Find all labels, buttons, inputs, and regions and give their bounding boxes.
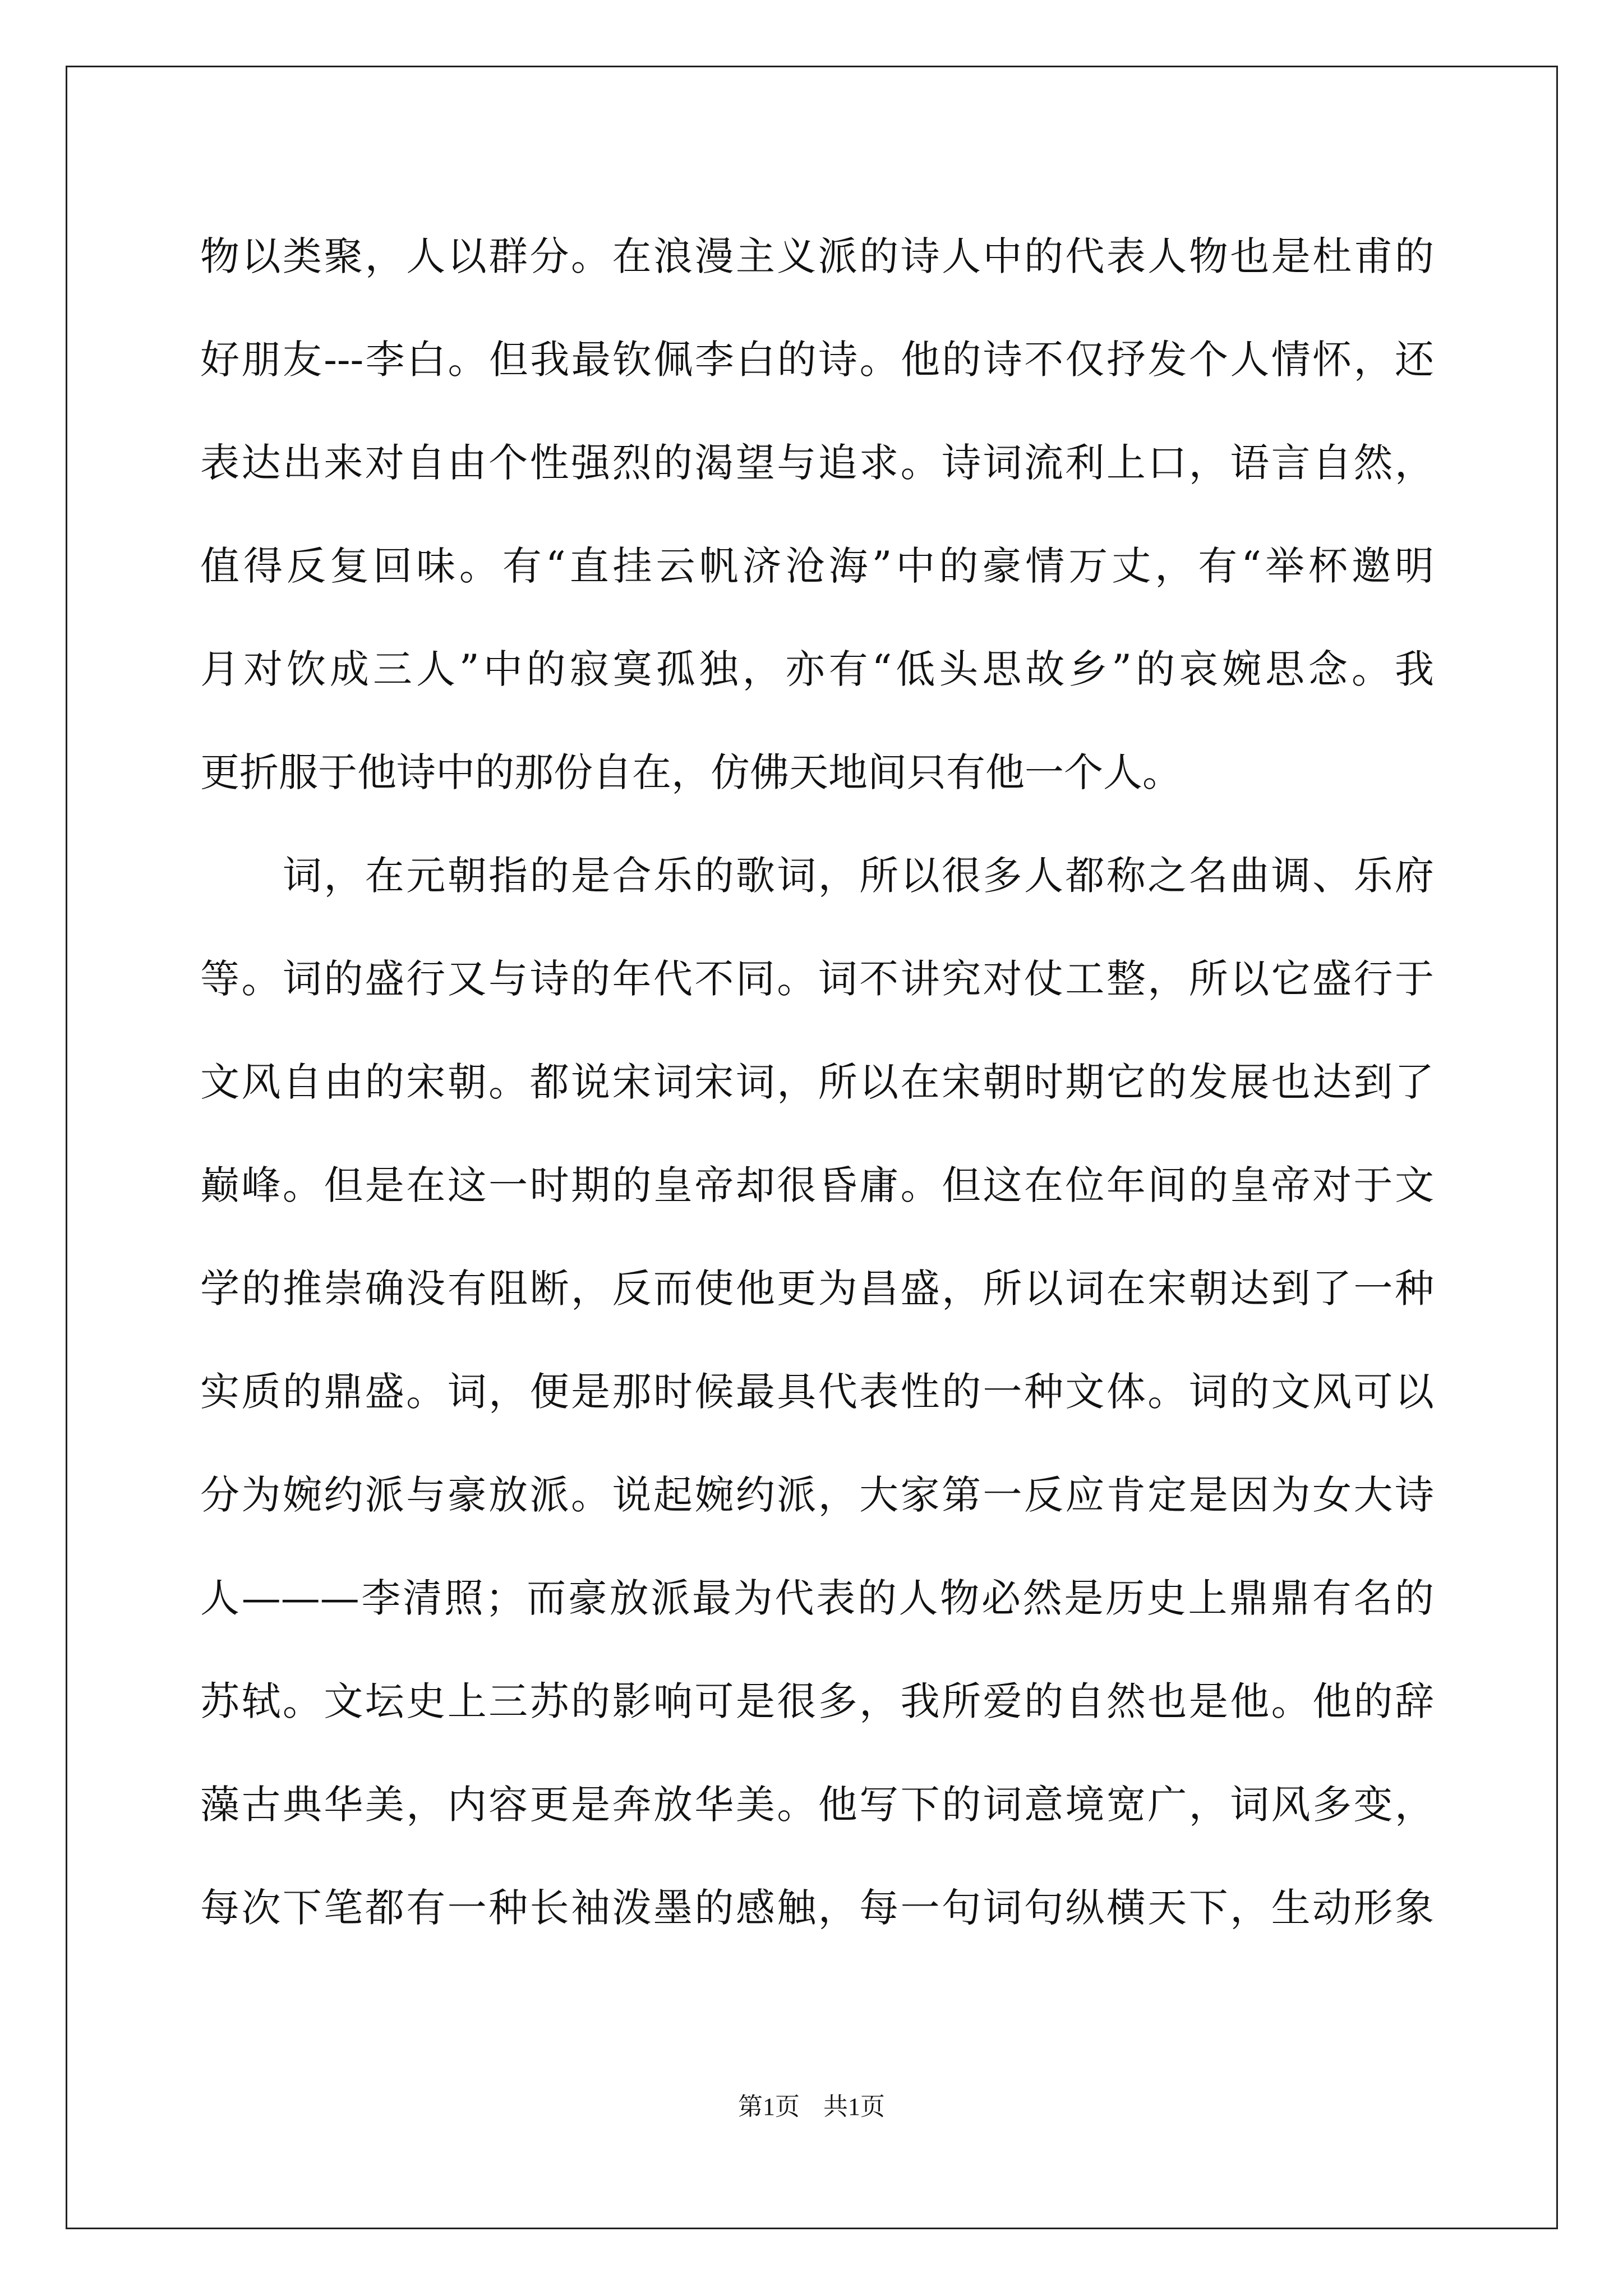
text-line: 人———李清照；而豪放派最为代表的人物必然是历史上鼎鼎有名的 bbox=[200, 1575, 1434, 1621]
page-footer bbox=[0, 2091, 1623, 2123]
text-line: 词，在元朝指的是合乐的歌词，所以很多人都称之名曲调、乐府 bbox=[200, 853, 1434, 899]
page-number-total: 共1页 bbox=[823, 2093, 885, 2120]
text-line: 等。词的盛行又与诗的年代不同。词不讲究对仗工整，所以它盛行于 bbox=[200, 956, 1434, 1002]
text-line: 学的推崇确没有阻断，反而使他更为昌盛，所以词在宋朝达到了一种 bbox=[200, 1266, 1434, 1312]
text-line: 值得反复回味。有“直挂云帆济沧海”中的豪情万丈，有“举杯邀明 bbox=[200, 543, 1434, 589]
text-line: 月对饮成三人”中的寂寞孤独，亦有“低头思故乡”的哀婉思念。我 bbox=[200, 646, 1434, 692]
text-line: 表达出来对自由个性强烈的渴望与追求。诗词流利上口，语言自然， bbox=[200, 440, 1434, 486]
text-line: 更折服于他诗中的那份自在，仿佛天地间只有他一个人。 bbox=[200, 749, 1182, 795]
text-line: 实质的鼎盛。词，便是那时候最具代表性的一种文体。词的文风可以 bbox=[200, 1369, 1434, 1415]
page-number-current: 第1页 bbox=[738, 2093, 800, 2120]
text-line: 巅峰。但是在这一时期的皇帝却很昏庸。但这在位年间的皇帝对于文 bbox=[200, 1162, 1434, 1208]
text-line: 文风自由的宋朝。都说宋词宋词，所以在宋朝时期它的发展也达到了 bbox=[200, 1059, 1434, 1105]
text-line: 分为婉约派与豪放派。说起婉约派，大家第一反应肯定是因为女大诗 bbox=[200, 1472, 1434, 1518]
document-body bbox=[200, 205, 1434, 1959]
text-line: 好朋友---李白。但我最钦佩李白的诗。他的诗不仅抒发个人情怀，还 bbox=[200, 337, 1434, 383]
text-line: 每次下笔都有一种长袖泼墨的感触，每一句词句纵横天下，生动形象 bbox=[200, 1885, 1434, 1931]
text-line: 藻古典华美，内容更是奔放华美。他写下的词意境宽广，词风多变， bbox=[200, 1782, 1434, 1828]
text-line: 苏轼。文坛史上三苏的影响可是很多，我所爱的自然也是他。他的辞 bbox=[200, 1678, 1434, 1724]
text-line: 物以类聚，人以群分。在浪漫主义派的诗人中的代表人物也是杜甫的 bbox=[200, 233, 1434, 279]
